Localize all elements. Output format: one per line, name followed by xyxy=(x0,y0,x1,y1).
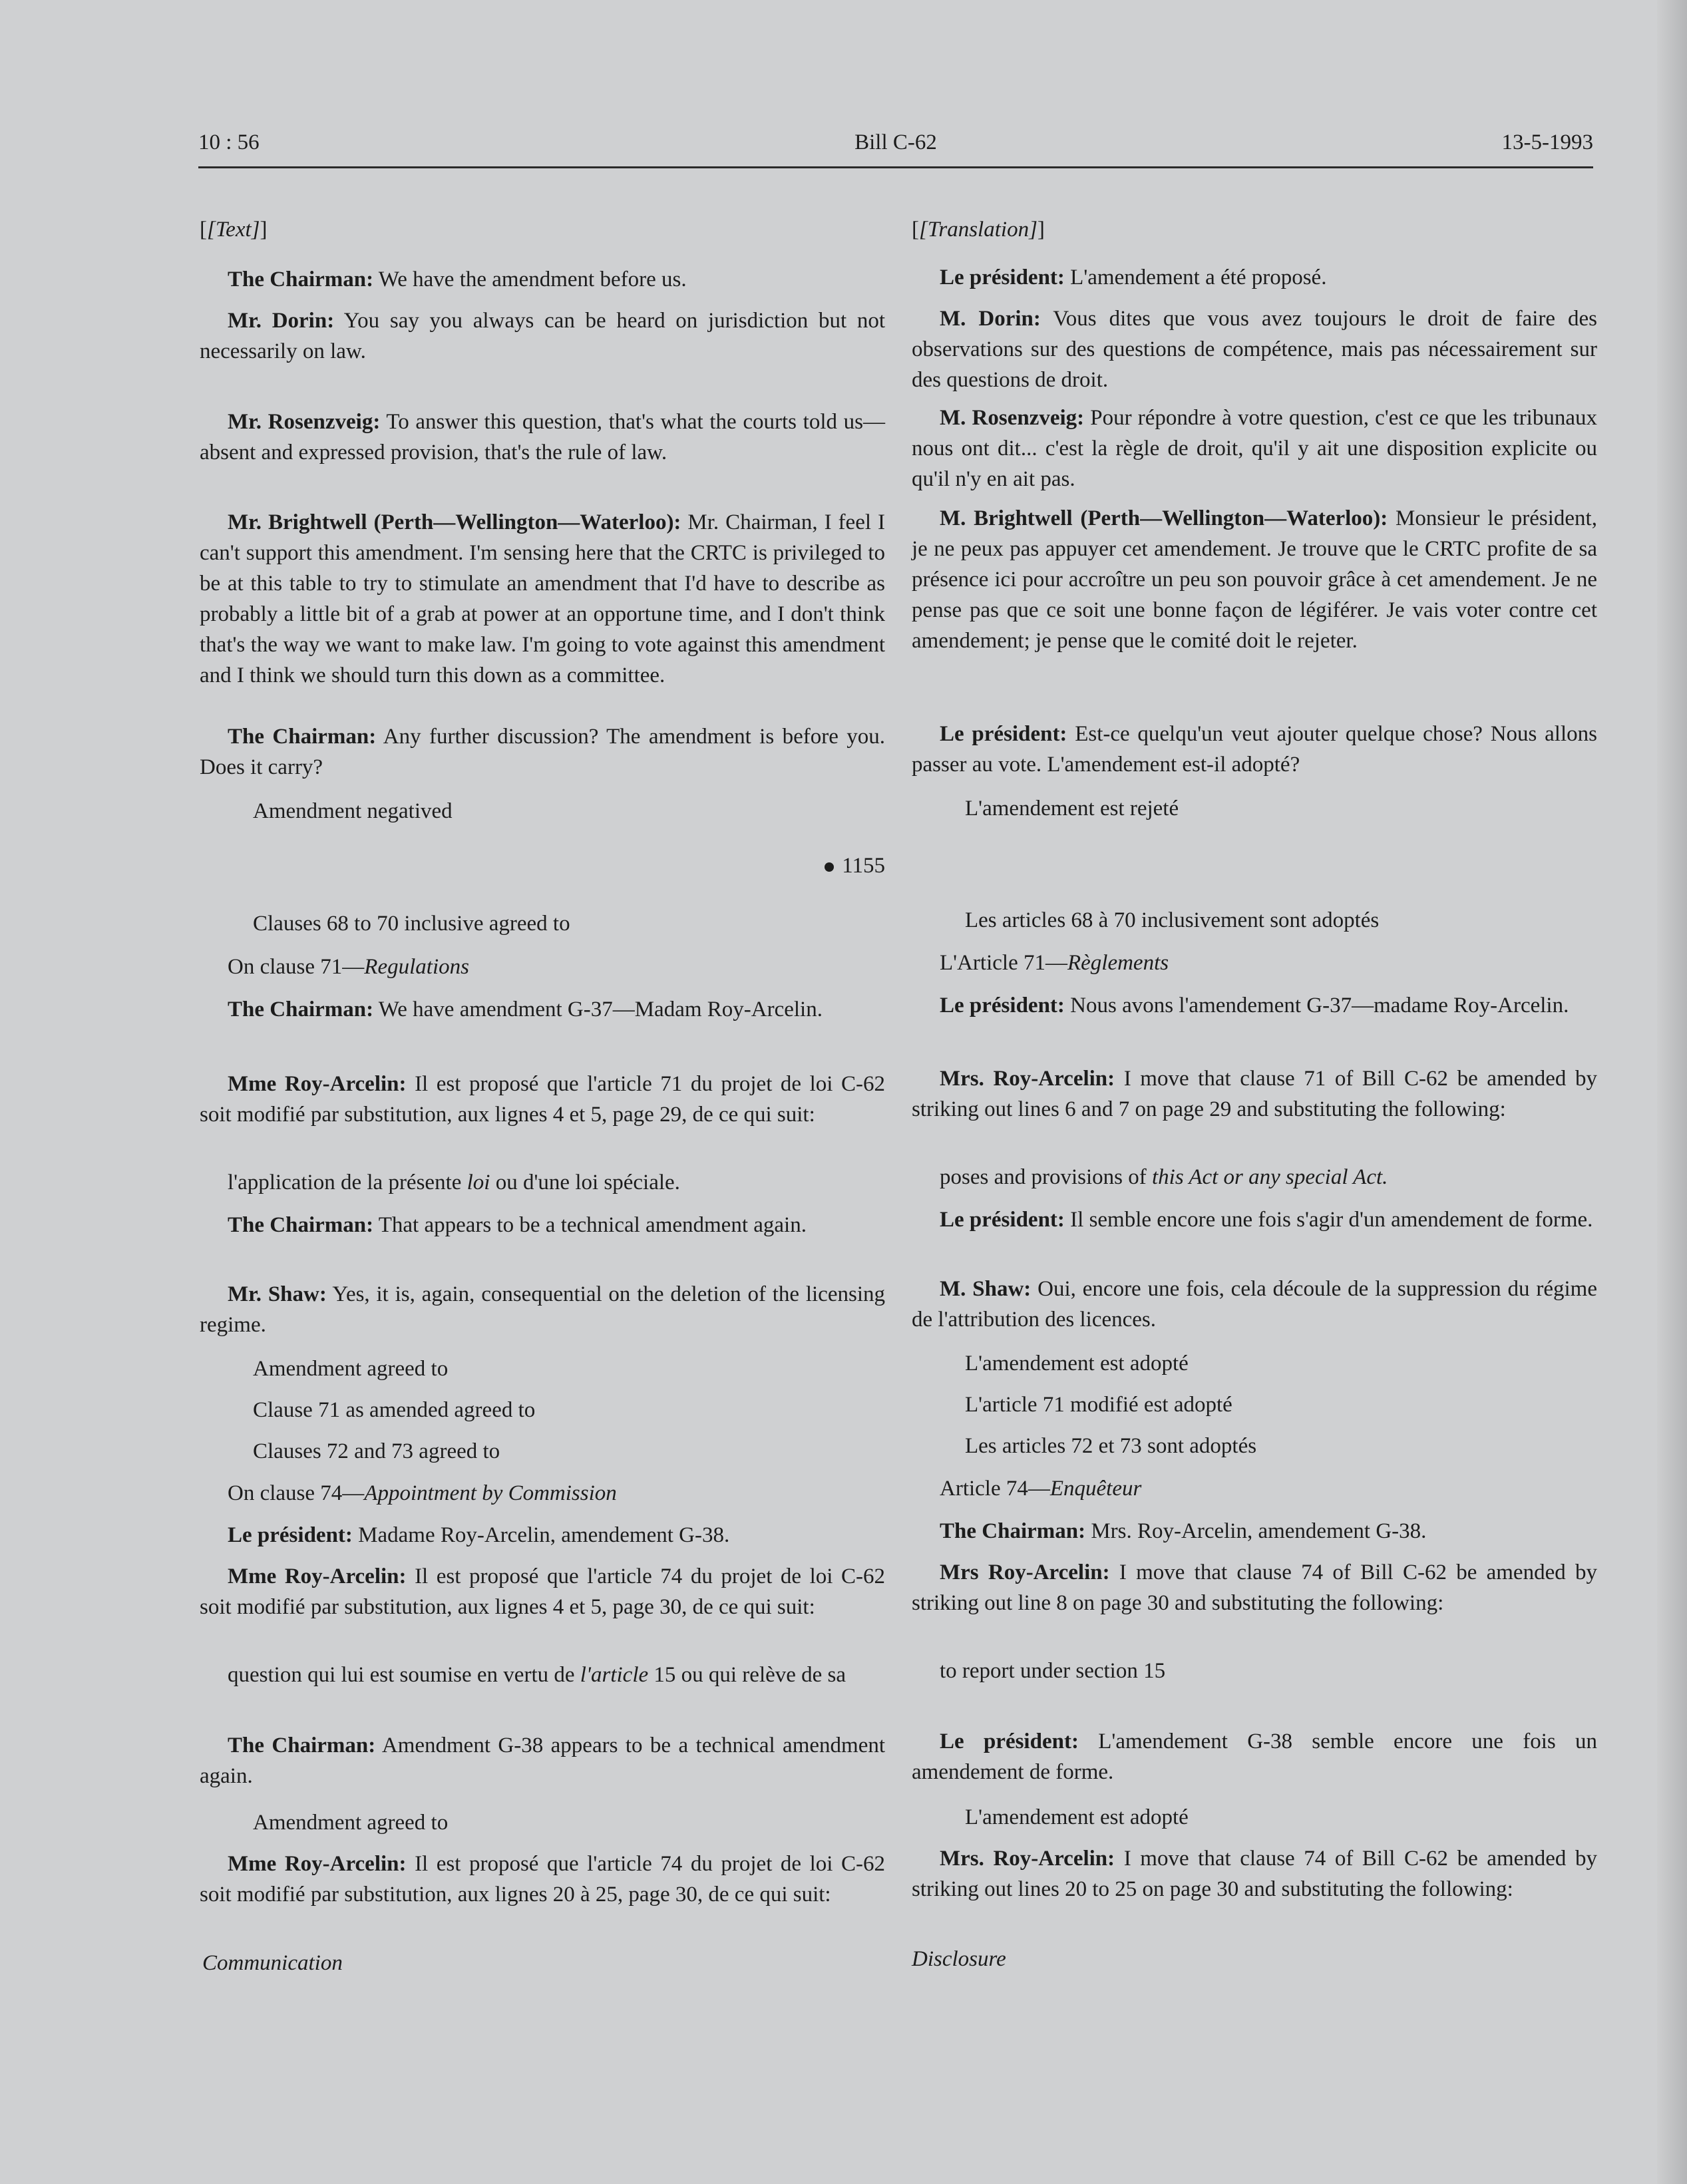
header-rule xyxy=(198,166,1593,168)
speaker-name: Le président: xyxy=(940,722,1067,746)
page-number: 10 : 56 xyxy=(198,130,260,154)
clause-heading: Article 74—Enquêteur xyxy=(940,1477,1142,1501)
motion-result: Amendment agreed to xyxy=(253,1811,449,1835)
running-header xyxy=(198,130,1593,164)
paragraph: M. Dorin: Vous dites que vous avez toujours le droit de faire des observations sur des questions de compétence, mais pas nécessairement sur des questions de droit. xyxy=(912,307,1597,392)
speaker-name: Mr. Shaw: xyxy=(228,1282,327,1306)
speaker-name: Mrs. Roy-Arcelin: xyxy=(940,1847,1115,1871)
speaker-name: Le président: xyxy=(228,1523,353,1547)
speaker-name: Mrs Roy-Arcelin: xyxy=(940,1560,1110,1584)
motion-result: L'article 71 modifié est adopté xyxy=(965,1393,1232,1417)
paragraph: M. Brightwell (Perth—Wellington—Waterloo): Monsieur le président, je ne peux pas appuyer cet amendement. Je trouve que le CRTC profite de sa présence ici pour accroître un peu son pouvoir grâce à cet amendement. Je ne pense pas que ce soit une bonne façon de légiférer. Je vais voter contre cet amendement; je pense que le comité doit le rejeter. xyxy=(912,506,1597,653)
speaker-name: Le président: xyxy=(940,1208,1065,1232)
speaker-name: Le président: xyxy=(940,266,1065,289)
speaker-name: Mr. Rosenzveig: xyxy=(228,410,381,434)
paragraph: The Chairman: Any further discussion? The amendment is before you. Does it carry? xyxy=(200,725,885,779)
paragraph: The Chairman: We have the amendment before us. xyxy=(228,268,687,291)
paragraph: Mr. Brightwell (Perth—Wellington—Waterloo): Mr. Chairman, I feel I can't support this amendment. I'm sensing here that the CRTC is privileged to be at this table to try to stimulate an amendment that I'd have to describe as probably a little bit of a grab at power at an opportune time, and I don't think that's the way we want to make law. I'm going to vote against this amendment and I think we should turn this down as a committee. xyxy=(200,510,885,687)
paragraph: The Chairman: Amendment G-38 appears to be a technical amendment again. xyxy=(200,1733,886,1788)
paragraph: Mr. Dorin: You say you always can be heard on jurisdiction but not necessarily on law. xyxy=(200,309,885,363)
motion-result: L'amendement est rejeté xyxy=(965,797,1179,820)
speaker-name: Le président: xyxy=(940,1729,1079,1753)
paragraph: Le président: Est-ce quelqu'un veut ajouter quelque chose? Nous allons passer au vote. L'amendement est-il adopté? xyxy=(912,722,1597,777)
paragraph: Le président: Nous avons l'amendement G-37—madame Roy-Arcelin. xyxy=(940,994,1569,1017)
paragraph: Le président: Il semble encore une fois s'agir d'un amendement de forme. xyxy=(940,1208,1593,1232)
paragraph: Mr. Rosenzveig: To answer this question, that's what the courts told us—absent and expressed provision, that's the rule of law. xyxy=(200,410,886,464)
paragraph: The Chairman: We have amendment G-37—Madam Roy-Arcelin. xyxy=(228,998,823,1021)
paragraph: The Chairman: Mrs. Roy-Arcelin, amendement G-38. xyxy=(940,1519,1427,1543)
speaker-name: The Chairman: xyxy=(228,725,377,749)
motion-result: Clauses 72 and 73 agreed to xyxy=(253,1439,500,1463)
bullet-icon xyxy=(825,862,834,872)
speaker-name: Mme Roy-Arcelin: xyxy=(228,1564,407,1588)
paragraph: Mrs. Roy-Arcelin: I move that clause 71 of Bill C-62 be amended by striking out lines 6 and 7 on page 29 and substituting the following: xyxy=(912,1067,1597,1121)
speaker-name: The Chairman: xyxy=(228,1733,376,1757)
motion-result: Clause 71 as amended agreed to xyxy=(253,1398,536,1422)
time-marker: 1155 xyxy=(200,850,885,881)
paragraph: Mme Roy-Arcelin: Il est proposé que l'article 74 du projet de loi C-62 soit modifié par substitution, aux lignes 4 et 5, page 30, de ce qui suit: xyxy=(200,1564,885,1619)
amendment-text: l'application de la présente loi ou d'une loi spéciale. xyxy=(228,1171,680,1194)
clause-heading: On clause 74—Appointment by Commission xyxy=(228,1481,617,1505)
paragraph: Le président: L'amendement G-38 semble encore une fois un amendement de forme. xyxy=(912,1729,1597,1784)
paragraph: M. Shaw: Oui, encore une fois, cela découle de la suppression du régime de l'attribution des licences. xyxy=(912,1277,1597,1332)
amendment-heading: Disclosure xyxy=(912,1947,1006,1971)
paragraph: M. Rosenzveig: Pour répondre à votre question, c'est ce que les tribunaux nous ont dit... c'est la règle de droit, qu'il y ait une disposition explicite ou qu'il n'y en ait pas. xyxy=(912,406,1598,491)
speaker-name: Mme Roy-Arcelin: xyxy=(228,1852,407,1876)
motion-result: Les articles 68 à 70 inclusivement sont adoptés xyxy=(965,908,1380,932)
speaker-name: The Chairman: xyxy=(228,998,374,1021)
speaker-name: M. Rosenzveig: xyxy=(940,406,1085,430)
paragraph: Mr. Shaw: Yes, it is, again, consequential on the deletion of the licensing regime. xyxy=(200,1282,885,1337)
speaker-name: M. Shaw: xyxy=(940,1277,1031,1301)
text-tag: [[Text]] xyxy=(200,218,268,242)
motion-result: L'amendement est adopté xyxy=(965,1352,1189,1375)
speaker-name: The Chairman: xyxy=(228,1213,374,1237)
speaker-name: Mr. Dorin: xyxy=(228,309,335,333)
amendment-text: to report under section 15 xyxy=(940,1659,1166,1683)
speaker-name: M. Dorin: xyxy=(940,307,1041,331)
paragraph: Mme Roy-Arcelin: Il est proposé que l'article 74 du projet de loi C-62 soit modifié par substitution, aux lignes 20 à 25, page 30, de ce qui suit: xyxy=(200,1852,885,1907)
paragraph: Le président: L'amendement a été proposé. xyxy=(940,266,1327,289)
paragraph: Le président: Madame Roy-Arcelin, amendement G-38. xyxy=(228,1523,730,1547)
speaker-name: Le président: xyxy=(940,994,1065,1017)
speaker-name: Mme Roy-Arcelin: xyxy=(228,1072,407,1096)
page-edge-shadow xyxy=(1657,0,1687,2184)
paragraph: Mrs. Roy-Arcelin: I move that clause 74 of Bill C-62 be amended by striking out lines 20 to 25 on page 30 and substituting the following: xyxy=(912,1847,1597,1901)
motion-result: Amendment agreed to xyxy=(253,1357,449,1381)
translation-tag: [[Translation]] xyxy=(912,218,1045,242)
motion-result: Clauses 68 to 70 inclusive agreed to xyxy=(253,912,570,936)
speaker-name: The Chairman: xyxy=(940,1519,1086,1543)
header-date: 13-5-1993 xyxy=(1501,130,1593,154)
paragraph: The Chairman: That appears to be a technical amendment again. xyxy=(228,1213,807,1237)
bill-title: Bill C-62 xyxy=(854,130,937,154)
speaker-name: Mr. Brightwell (Perth—Wellington—Waterloo): xyxy=(228,510,681,534)
clause-heading: L'Article 71—Règlements xyxy=(940,951,1169,975)
clause-heading: On clause 71—Regulations xyxy=(228,955,469,979)
motion-result: Amendment negatived xyxy=(253,799,453,823)
amendment-heading: Communication xyxy=(202,1951,343,1975)
paragraph: Mme Roy-Arcelin: Il est proposé que l'article 71 du projet de loi C-62 soit modifié par substitution, aux lignes 4 et 5, page 29, de ce qui suit: xyxy=(200,1072,885,1127)
speaker-name: M. Brightwell (Perth—Wellington—Waterloo): xyxy=(940,506,1388,530)
motion-result: Les articles 72 et 73 sont adoptés xyxy=(965,1434,1257,1458)
amendment-text: poses and provisions of this Act or any special Act. xyxy=(940,1165,1388,1189)
speaker-name: Mrs. Roy-Arcelin: xyxy=(940,1067,1115,1091)
speaker-name: The Chairman: xyxy=(228,268,374,291)
paragraph: Mrs Roy-Arcelin: I move that clause 74 of Bill C-62 be amended by striking out line 8 on page 30 and substituting the following: xyxy=(912,1560,1597,1615)
amendment-text: question qui lui est soumise en vertu de l'article 15 ou qui relève de sa xyxy=(228,1663,846,1687)
motion-result: L'amendement est adopté xyxy=(965,1805,1189,1829)
